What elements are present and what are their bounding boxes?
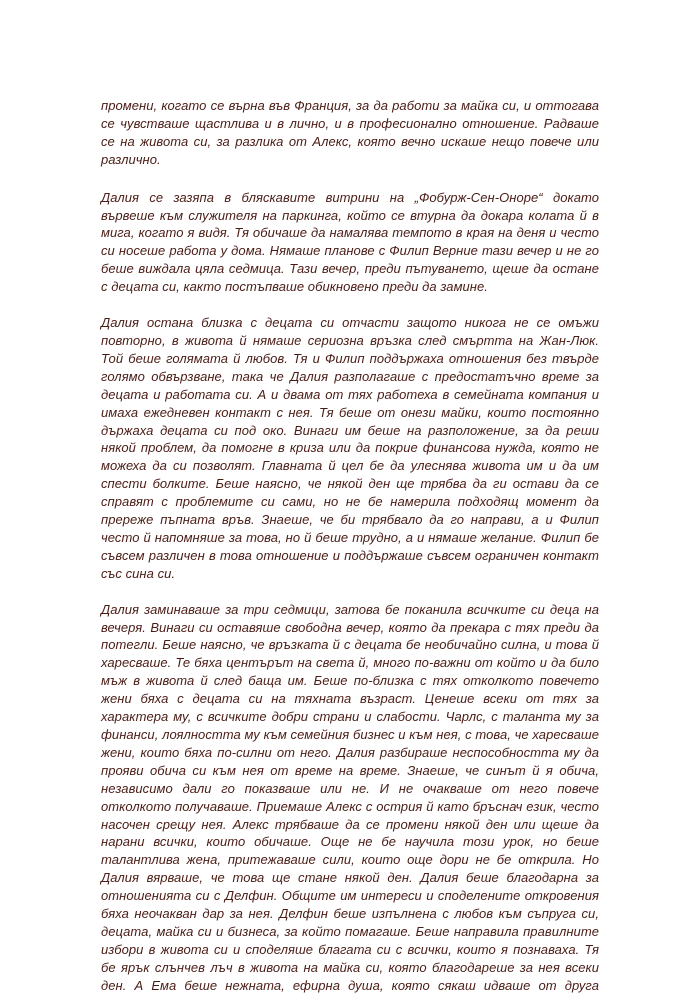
text-line: си носеше работа у дома. Нямаше планове с Филип Верние тази вечер и не го — [101, 243, 599, 259]
paragraph-gap — [101, 296, 599, 314]
text-line: финанси, лоялността му към семейния бизнес и към нея, с това, че харесваше — [101, 727, 599, 742]
text-line: харесваше. Те бяха центърът на света й, много по-важни от който и да било — [101, 655, 599, 671]
text-line: голямо обвързване, така че Далия разполагаше с предостатъчно време за — [101, 368, 599, 384]
text-line: имаха ежедневен контакт с нея. Тя беше от онези майки, които постоянно — [101, 404, 599, 420]
text-line: Далия се зазяпа в бляскавите витрини на „Фобурж-Сен-Оноре“ докато — [101, 189, 599, 205]
text-line: мига, когато я видя. Тя обичаше да намалява темпото в края на деня и често — [101, 225, 599, 241]
text-line: съвсем различен в това отношение и поддържаше съвсем ограничен контакт — [101, 547, 599, 563]
text-line: Далия заминаваше за три седмици, затова бе поканила всичките си деца на — [101, 601, 599, 617]
paragraph-1 — [101, 97, 599, 169]
text-line: Далия остана близка с децата си отчасти защото никога не се омъжи — [101, 315, 599, 331]
text-line: прояви обича си към нея от време на време. Знаеше, че синът й я обича, — [101, 762, 599, 778]
text-line: се чувстваше щастлива и в лично, и в професионално отношение. Радваше — [101, 115, 599, 131]
text-line: насочен срещу нея. Алекс трябваше да се промени някой ден или щеше да — [101, 816, 599, 832]
text-line: със сина си. — [101, 565, 176, 581]
paragraph-gap — [101, 583, 599, 601]
text-line: държаха децата си под око. Винаги им беше на разположение, за да реши — [101, 422, 599, 438]
text-line: с децата си, както постъпваше обикновено преди да замине. — [101, 279, 488, 295]
paragraph-4 — [101, 601, 599, 995]
text-line: жени бяха с децата си на тяхната възраст. Ценеше всеки от тях за — [101, 691, 599, 707]
text-line: вечеря. Винаги си оставяше свободна вечер, която да прекара с тях преди да — [101, 619, 599, 635]
text-line: пререже пъпната връв. Знаеше, че би трябвало да го направи, а и Филип — [101, 512, 599, 528]
text-line: беше виждала цяла седмица. Тази вечер, преди пътуването, щеше да остане — [101, 261, 599, 277]
text-line: талантлива жена, притежаваше сили, които още дори не бе открила. Но — [101, 852, 599, 868]
text-line: промени, когато се върна във Франция, за да работи за майка си, и оттогава — [101, 98, 599, 113]
text-line: независимо дали го показваше или не. И не очакваше от него повече — [101, 780, 599, 796]
text-line: спести болките. Беше наясно, че някой ден ще трябва да ги остави да се — [101, 476, 599, 492]
text-line: избори в живота си и споделяше благата си с всички, които я познаваха. Тя — [101, 941, 599, 957]
paragraph-gap — [101, 169, 599, 189]
paragraph-2 — [101, 189, 599, 296]
text-line: характера му, с всичките добри страни и слабости. Чарлс, с таланта му за — [101, 709, 599, 725]
document-body — [101, 97, 599, 995]
text-line: можеха да си позволят. Главната й цел бе да улеснява живота им и да им — [101, 458, 599, 474]
text-line: се на живота си, за разлика от Алекс, която вечно искаше нещо повече или — [101, 133, 599, 149]
text-line: отколкото получаваше. Приемаше Алекс с острия й като бръснач език, често — [101, 798, 599, 814]
text-line: някой проблем, да помогне в криза или да покрие финансова нужда, която не — [101, 440, 599, 456]
text-line: бяха неочакван дар за нея. Делфин беше изпълнена с любов към съпруга си, — [101, 906, 599, 922]
text-line: Той беше голямата й любов. Тя и Филип поддържаха отношения без твърде — [101, 350, 599, 366]
text-line: ден. А Ема беше нежната, ефирна душа, която сякаш идваше от друга — [101, 977, 599, 993]
text-line: жени, които бяха по-силни от него. Далия разбираше неспособността му да — [101, 744, 599, 760]
text-line: отношенията си с Делфин. Общите им интереси и споделените откровения — [101, 888, 599, 904]
text-line: различно. — [101, 151, 161, 167]
text-line: вървеше към служителя на паркинга, който се втурна да докара колата й в — [101, 207, 599, 223]
text-line: Далия вярваше, че това ще стане някой ден. Далия беше благодарна за — [101, 870, 599, 886]
text-line: често й напомняше за това, но й беше трудно, а и нямаше желание. Филип бе — [101, 529, 599, 545]
paragraph-3 — [101, 314, 599, 583]
text-line: мъж в живота й след баща им. Беше по-близка с тях отколкото повечето — [101, 673, 599, 689]
text-line: бе ярък слънчев лъч в живота на майка си, която благодареше за нея всеки — [101, 959, 599, 975]
text-line: децата и работата си. А и двама от тях работеха в семейната компания и — [101, 386, 599, 402]
text-line: справят с проблемите си сами, но не бе намерила подходящ момент да — [101, 494, 599, 510]
text-line: децата, майка си и бизнеса, за който помагаше. Беше направила правилните — [101, 923, 599, 939]
text-line: нарани всички, които обичаше. Още не бе научила този урок, но беше — [101, 834, 599, 850]
text-line: повторно, в живота й нямаше сериозна връзка след смъртта на Жан-Люк. — [101, 332, 599, 348]
text-line: потегли. Беше наясно, че връзката й с децата бе необичайно силна, и това й — [101, 637, 599, 653]
